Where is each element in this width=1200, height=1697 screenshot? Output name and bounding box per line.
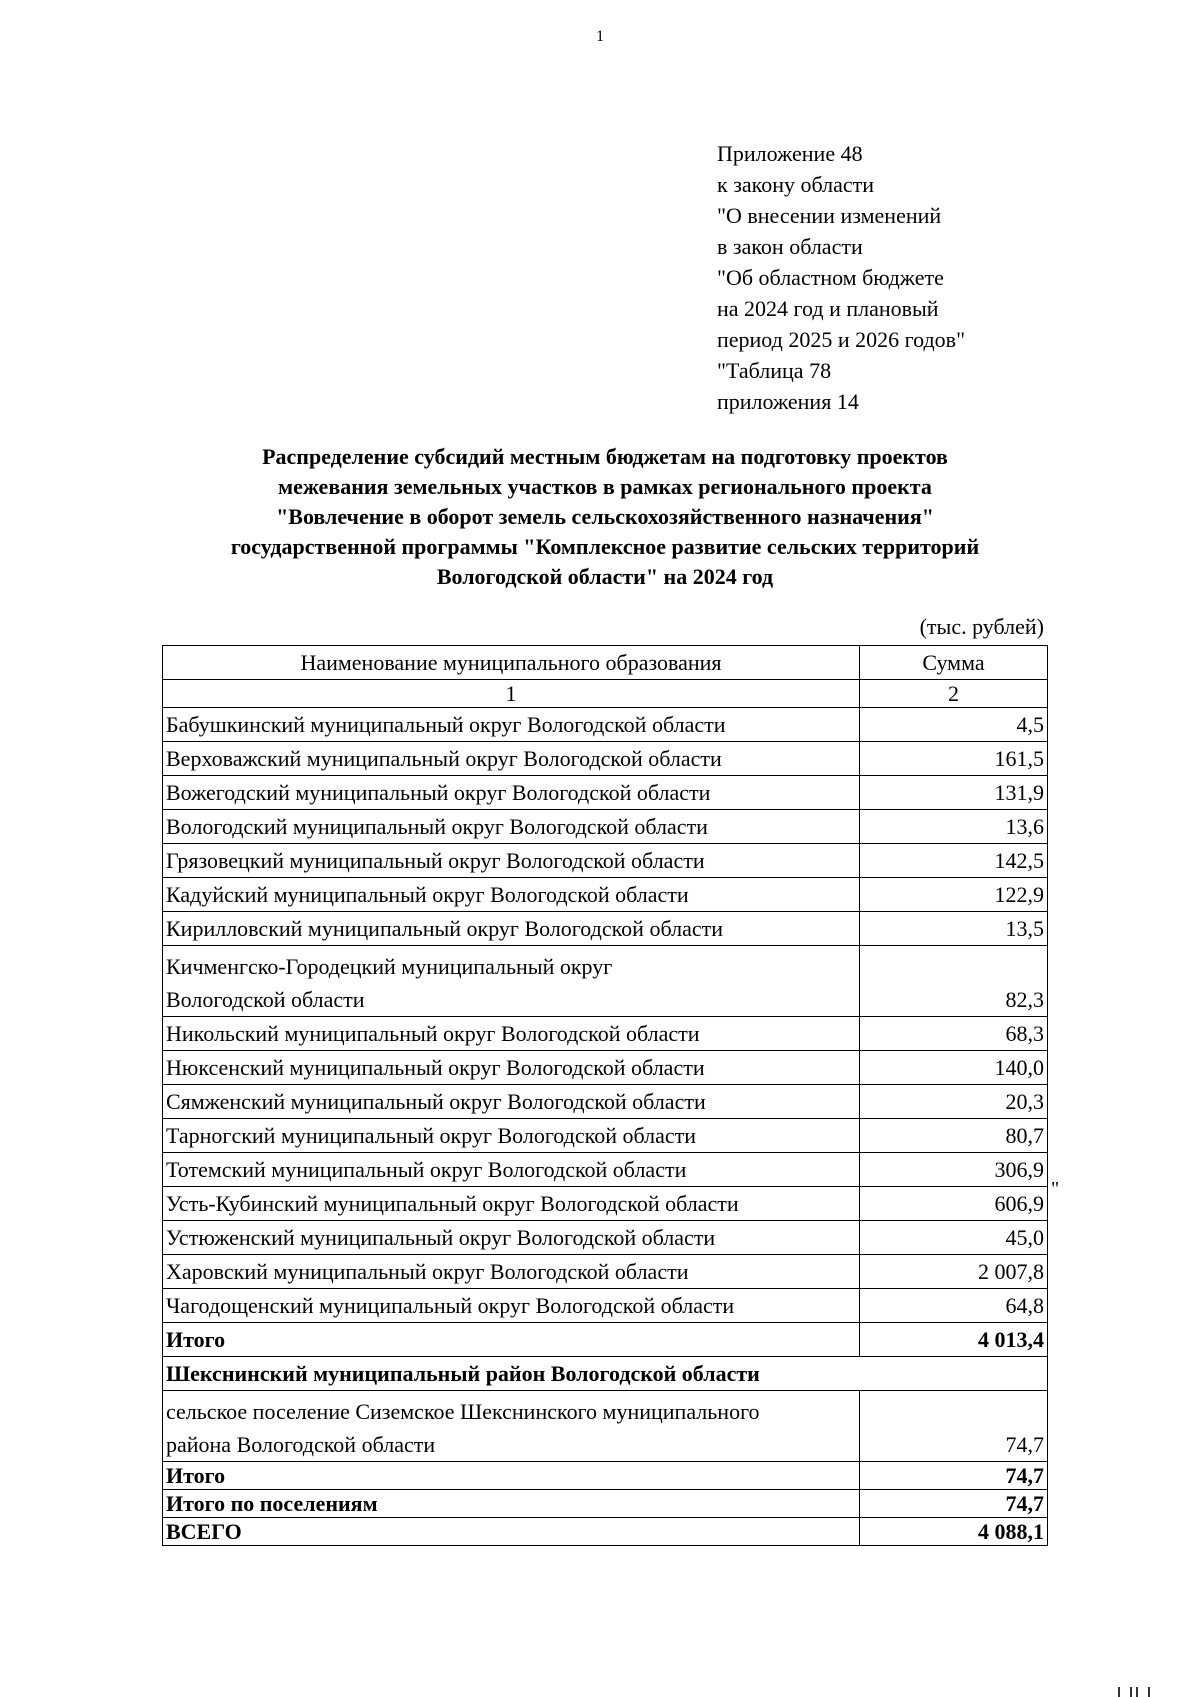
table-row (163, 1153, 1048, 1187)
document-title (150, 442, 1060, 592)
appendix-line: "О внесении изменений (717, 203, 942, 228)
row-name: Грязовецкий муниципальный округ Вологодской области (163, 844, 860, 878)
table-row (163, 1391, 1048, 1462)
table-row (163, 1289, 1048, 1323)
settlements-total-sum: 74,7 (860, 1490, 1048, 1518)
row-sum: 13,5 (860, 912, 1048, 946)
row-name: Бабушкинский муниципальный округ Вологодской области (163, 708, 860, 742)
row-name: Нюксенский муниципальный округ Вологодской области (163, 1051, 860, 1085)
page-number: 1 (596, 28, 604, 45)
table-row (163, 844, 1048, 878)
header-sum: Сумма (860, 646, 1048, 680)
column-number-row (163, 680, 1048, 708)
row-name: Сямженский муниципальный округ Вологодской области (163, 1085, 860, 1119)
total-label: Итого (163, 1323, 860, 1357)
title-line: Распределение субсидий местным бюджетам на подготовку проектов (262, 444, 948, 469)
table-row (163, 912, 1048, 946)
row-sum: 606,9 (860, 1187, 1048, 1221)
header-name: Наименование муниципального образования (163, 646, 860, 680)
table-header-row (163, 646, 1048, 680)
row-name-line: района Вологодской области (166, 1432, 436, 1457)
row-name: Верховажский муниципальный округ Вологодской области (163, 742, 860, 776)
row-name-line: Кичменгско-Городецкий муниципальный округ (166, 954, 613, 979)
column-number-name: 1 (163, 680, 860, 708)
row-sum: 68,3 (860, 1017, 1048, 1051)
row-sum: 74,7 (860, 1391, 1048, 1462)
title-line: Вологодской области" на 2024 год (436, 564, 774, 589)
appendix-line: на 2024 год и плановый (717, 296, 939, 321)
subsidy-table (162, 645, 1048, 1546)
appendix-line: Приложение 48 (717, 141, 863, 166)
row-name-line: Вологодской области (166, 987, 365, 1012)
row-sum: 4,5 (860, 708, 1048, 742)
title-line: "Вовлечение в оборот земель сельскохозяйственного назначения" (276, 504, 934, 529)
grand-total-label: ВСЕГО (163, 1518, 860, 1546)
appendix-line: к закону области (717, 172, 875, 197)
row-name: Вологодский муниципальный округ Вологодской области (163, 810, 860, 844)
total-sum: 74,7 (860, 1462, 1048, 1490)
table-row (163, 810, 1048, 844)
table-row (163, 1051, 1048, 1085)
row-name-line: сельское поселение Сиземское Шекснинского муниципального (166, 1399, 760, 1424)
appendix-line: период 2025 и 2026 годов" (717, 327, 966, 352)
table-row (163, 1221, 1048, 1255)
row-name: Тотемский муниципальный округ Вологодской области (163, 1153, 860, 1187)
table-row (163, 1085, 1048, 1119)
appendix-line: "Таблица 78 (717, 358, 832, 383)
row-name: Устюженский муниципальный округ Вологодской области (163, 1221, 860, 1255)
row-sum: 64,8 (860, 1289, 1048, 1323)
settlements-total-label: Итого по поселениям (163, 1490, 860, 1518)
scan-marks (1118, 1680, 1154, 1697)
row-sum: 82,3 (860, 946, 1048, 1017)
table-row (163, 946, 1048, 1017)
district-header: Шекснинский муниципальный район Вологодской области (163, 1357, 1048, 1391)
row-name: Тарногский муниципальный округ Вологодской области (163, 1119, 860, 1153)
units-label: (тыс. рублей) (919, 614, 1044, 639)
total-row (163, 1462, 1048, 1490)
row-name (163, 946, 860, 1017)
grand-total-row (163, 1518, 1048, 1546)
row-name (163, 1391, 860, 1462)
row-sum: 2 007,8 (860, 1255, 1048, 1289)
column-number-sum: 2 (860, 680, 1048, 708)
row-name: Усть-Кубинский муниципальный округ Вологодской области (163, 1187, 860, 1221)
table-row (163, 878, 1048, 912)
row-name: Вожегодский муниципальный округ Вологодской области (163, 776, 860, 810)
total-row (163, 1323, 1048, 1357)
title-line: межевания земельных участков в рамках регионального проекта (278, 474, 932, 499)
row-sum: 13,6 (860, 810, 1048, 844)
closing-quote: " (1051, 1178, 1060, 1200)
table-row (163, 708, 1048, 742)
table-row (163, 1119, 1048, 1153)
row-sum: 140,0 (860, 1051, 1048, 1085)
row-sum: 122,9 (860, 878, 1048, 912)
table-row (163, 742, 1048, 776)
row-sum: 80,7 (860, 1119, 1048, 1153)
grand-total-sum: 4 088,1 (860, 1518, 1048, 1546)
row-name: Кирилловский муниципальный округ Вологодской области (163, 912, 860, 946)
table-row (163, 776, 1048, 810)
title-line: государственной программы "Комплексное развитие сельских территорий (230, 534, 980, 559)
row-sum: 142,5 (860, 844, 1048, 878)
row-sum: 45,0 (860, 1221, 1048, 1255)
table-row (163, 1187, 1048, 1221)
appendix-line: приложения 14 (717, 389, 859, 414)
row-sum: 306,9 (860, 1153, 1048, 1187)
appendix-reference (717, 138, 965, 417)
settlements-total-row (163, 1490, 1048, 1518)
row-sum: 20,3 (860, 1085, 1048, 1119)
appendix-line: в закон области (717, 234, 863, 259)
row-name: Чагодощенский муниципальный округ Вологодской области (163, 1289, 860, 1323)
row-sum: 131,9 (860, 776, 1048, 810)
appendix-line: "Об областном бюджете (717, 265, 944, 290)
row-name: Кадуйский муниципальный округ Вологодской области (163, 878, 860, 912)
total-sum: 4 013,4 (860, 1323, 1048, 1357)
table-row (163, 1255, 1048, 1289)
table-row (163, 1017, 1048, 1051)
total-label: Итого (163, 1462, 860, 1490)
district-header-row (163, 1357, 1048, 1391)
row-sum: 161,5 (860, 742, 1048, 776)
row-name: Харовский муниципальный округ Вологодской области (163, 1255, 860, 1289)
row-name: Никольский муниципальный округ Вологодской области (163, 1017, 860, 1051)
